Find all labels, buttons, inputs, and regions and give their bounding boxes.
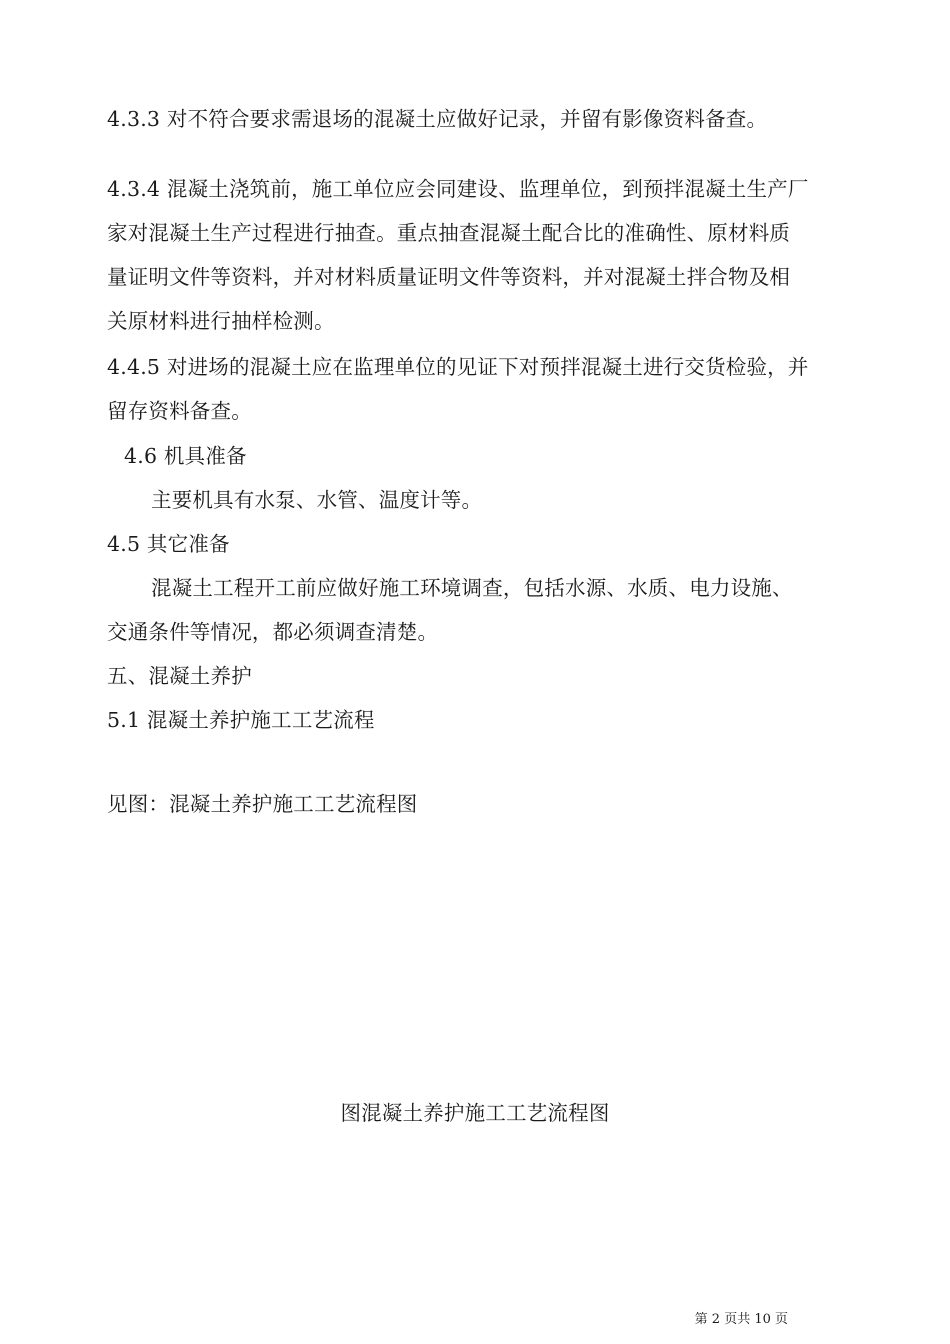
paragraph-4-3-4-line-1: 4.3.4 混凝土浇筑前，施工单位应会同建设、监理单位，到预拌混凝土生产厂	[107, 177, 809, 201]
paragraph-4-4-5-line-1: 4.4.5 对进场的混凝土应在监理单位的见证下对预拌混凝土进行交货检验，并	[107, 355, 809, 379]
page-footer: 第 2 页共 10 页	[694, 1312, 788, 1327]
paragraph-other-prep-line-2: 交通条件等情况，都必须调查清楚。	[107, 620, 439, 644]
heading-4-6: 4.6 机具准备	[124, 444, 247, 468]
paragraph-4-3-3: 4.3.3 对不符合要求需退场的混凝土应做好记录，并留有影像资料备查。	[107, 107, 768, 131]
figure-caption: 图混凝土养护施工工艺流程图	[340, 1101, 610, 1125]
figure-reference: 见图：混凝土养护施工工艺流程图	[107, 792, 418, 816]
paragraph-4-3-4-line-2: 家对混凝土生产过程进行抽查。重点抽查混凝土配合比的准确性、原材料质	[107, 221, 791, 245]
heading-5-1: 5.1 混凝土养护施工工艺流程	[107, 708, 375, 732]
paragraph-equipment: 主要机具有水泵、水管、温度计等。	[151, 488, 483, 512]
paragraph-4-3-4-line-4: 关原材料进行抽样检测。	[107, 309, 335, 333]
paragraph-4-4-5-line-2: 留存资料备查。	[107, 399, 252, 423]
paragraph-4-3-4-line-3: 量证明文件等资料，并对材料质量证明文件等资料，并对混凝土拌合物及相	[107, 265, 791, 289]
heading-4-5: 4.5 其它准备	[107, 532, 230, 556]
heading-section-5: 五、混凝土养护	[107, 664, 252, 688]
paragraph-other-prep-line-1: 混凝土工程开工前应做好施工环境调查，包括水源、水质、电力设施、	[151, 576, 793, 600]
